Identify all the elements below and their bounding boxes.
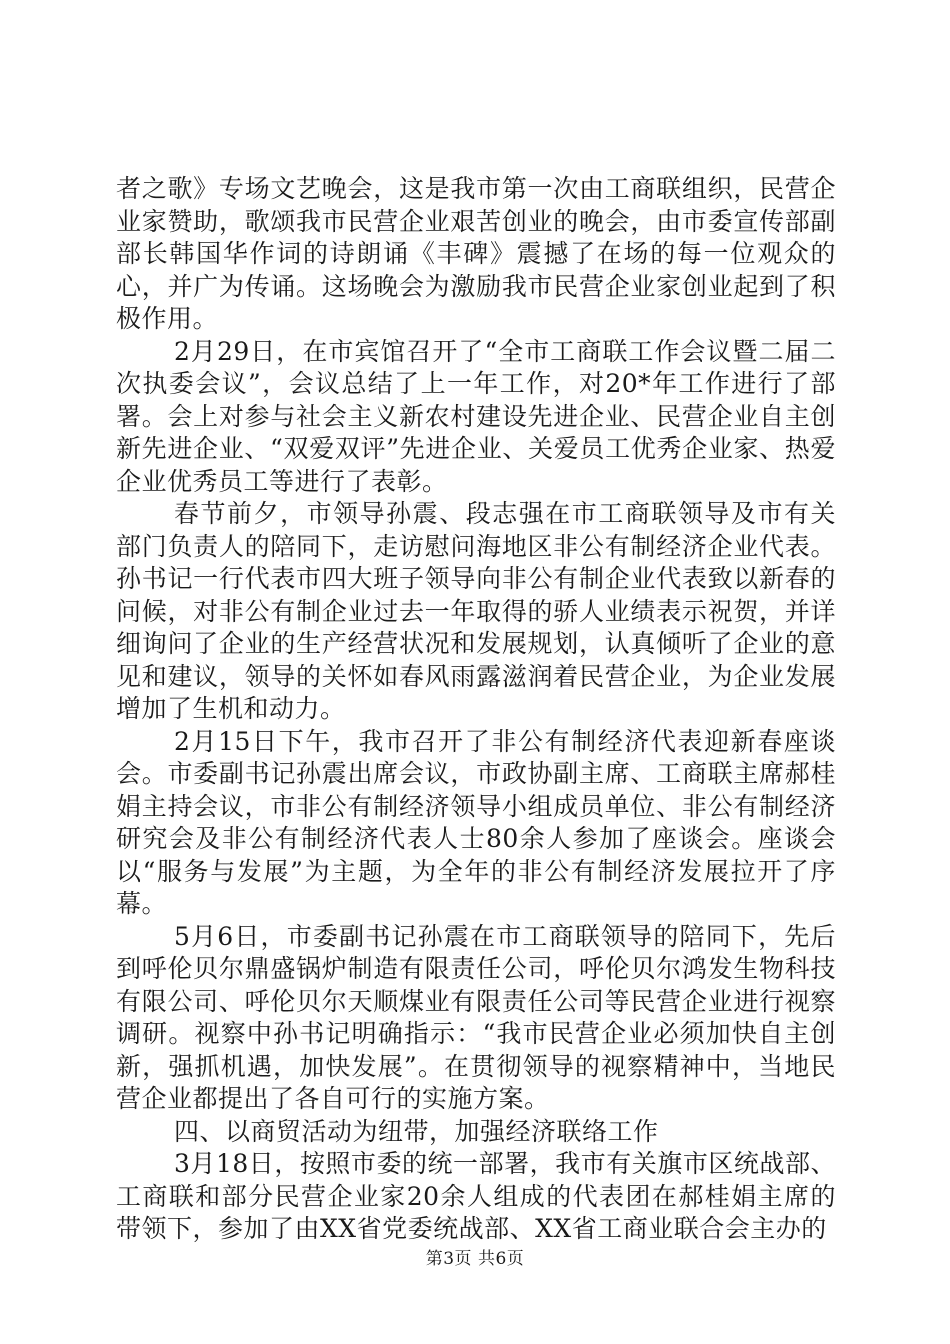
paragraph-4: 2月15日下午，我市召开了非公有制经济代表迎新春座谈会。市委副书记孙震出席会议，市政协副主席、工商联主席郝桂娟主持会议，市非公有制经济领导小组成员单位、非公有制经济研究会及非公有制经济代表人士80余人参加了座谈会。座谈会以“服务与发展”为主题，为全年的非公有制经济发展拉开了序幕。 xyxy=(116,726,836,918)
paragraph-1: 者之歌》专场文艺晚会，这是我市第一次由工商联组织，民营企业家赞助，歌颂我市民营企业艰苦创业的晚会，由市委宣传部副部长韩国华作词的诗朗诵《丰碑》震撼了在场的每一位观众的心，并广为传诵。这场晚会为激励我市民营企业家创业起到了积极作用。 xyxy=(116,174,836,333)
paragraph-2: 2月29日，在市宾馆召开了“全市工商联工作会议暨二届二次执委会议”，会议总结了上一年工作，对20*年工作进行了部署。会上对参与社会主义新农村建设先进企业、民营企业自主创新先进企业、“双爱双评”先进企业、关爱员工优秀企业家、热爱企业优秀员工等进行了表彰。 xyxy=(116,336,836,496)
section-heading: 四、以商贸活动为纽带，加强经济联络工作 xyxy=(174,1116,659,1146)
paragraph-6: 3月18日，按照市委的统一部署，我市有关旗市区统战部、工商联和部分民营企业家20余人组成的代表团在郝桂娟主席的带领下，参加了由XX省党委统战部、XX省工商业联合会主办的 xyxy=(116,1149,836,1243)
paragraph-5: 5月6日，市委副书记孙震在市工商联领导的陪同下，先后到呼伦贝尔鼎盛锅炉制造有限责任公司，呼伦贝尔鸿发生物科技有限公司、呼伦贝尔天顺煤业有限责任公司等民营企业进行视察调研。视察中孙书记明确指示：“我市民营企业必须加快自主创新，强抓机遇，加快发展”。在贯彻领导的视察精神中，当地民营企业都提出了各自可行的实施方案。 xyxy=(116,921,836,1113)
paragraph-3: 春节前夕，市领导孙震、段志强在市工商联领导及市有关部门负责人的陪同下，走访慰问海地区非公有制经济企业代表。孙书记一行代表市四大班子领导向非公有制企业代表致以新春的问候，对非公有制企业过去一年取得的骄人业绩表示祝贺，并详细询问了企业的生产经营状况和发展规划，认真倾听了企业的意见和建议，领导的关怀如春风雨露滋润着民营企业，为企业发展增加了生机和动力。 xyxy=(116,499,836,723)
document-body xyxy=(116,173,836,1246)
page-footer: 第3页 共6页 xyxy=(425,1249,525,1269)
